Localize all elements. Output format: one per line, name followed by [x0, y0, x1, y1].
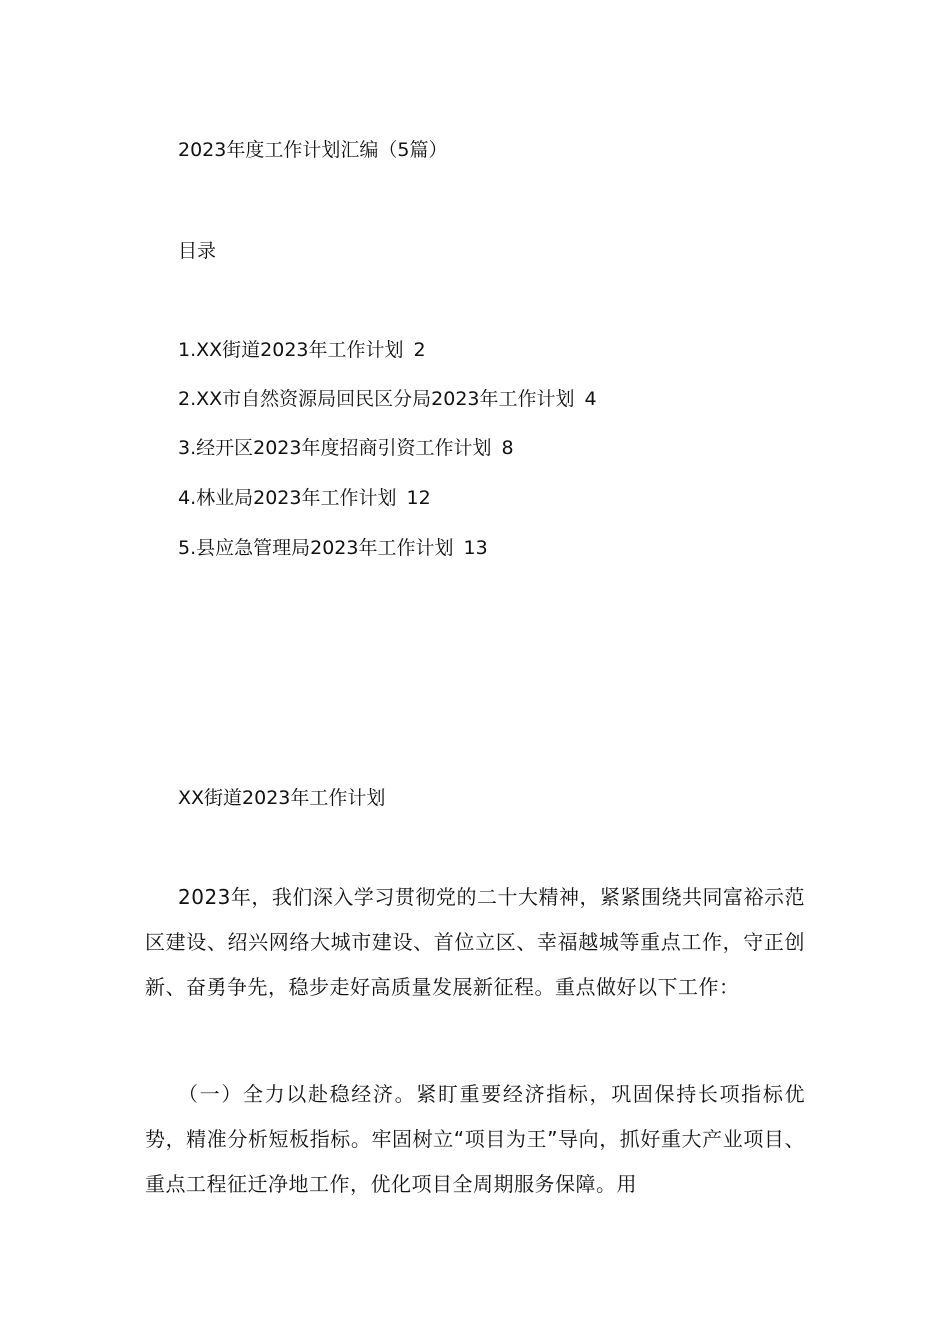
- body-paragraph: （一）全力以赴稳经济。紧盯重要经济指标，巩固保持长项指标优势，精准分析短板指标。牢固树立“项目为王”导向，抓好重大产业项目、重点工程征迁净地工作，优化项目全周期服务保障。用: [145, 1082, 805, 1196]
- toc-item[interactable]: [178, 337, 426, 363]
- toc-item[interactable]: [178, 435, 514, 461]
- toc-item-label: 5.县应急管理局2023年工作计划: [178, 537, 454, 559]
- body-paragraph: 2023年，我们深入学习贯彻党的二十大精神，紧紧围绕共同富裕示范区建设、绍兴网络大城市建设、首位立区、幸福越城等重点工作，守正创新、奋勇争先，稳步走好高质量发展新征程。重点做好以下工作：: [145, 885, 805, 999]
- toc-item-page: 12: [406, 487, 431, 509]
- toc-item-label: 1.XX街道2023年工作计划: [178, 339, 404, 361]
- document-title: 2023年度工作计划汇编（5篇）: [178, 139, 448, 161]
- toc-item-label: 3.经开区2023年度招商引资工作计划: [178, 437, 492, 459]
- toc-item-page: 4: [584, 388, 597, 410]
- toc-item[interactable]: [178, 386, 597, 412]
- toc-item[interactable]: [178, 485, 431, 511]
- section-title: XX街道2023年工作计划: [178, 787, 386, 809]
- toc-item-page: 8: [501, 437, 514, 459]
- toc-item-label: 2.XX市自然资源局回民区分局2023年工作计划: [178, 388, 575, 410]
- toc-item-page: 13: [463, 537, 488, 559]
- toc-item-label: 4.林业局2023年工作计划: [178, 487, 397, 509]
- toc-item[interactable]: [178, 535, 488, 561]
- toc-item-page: 2: [413, 339, 426, 361]
- toc-heading: 目录: [178, 240, 217, 262]
